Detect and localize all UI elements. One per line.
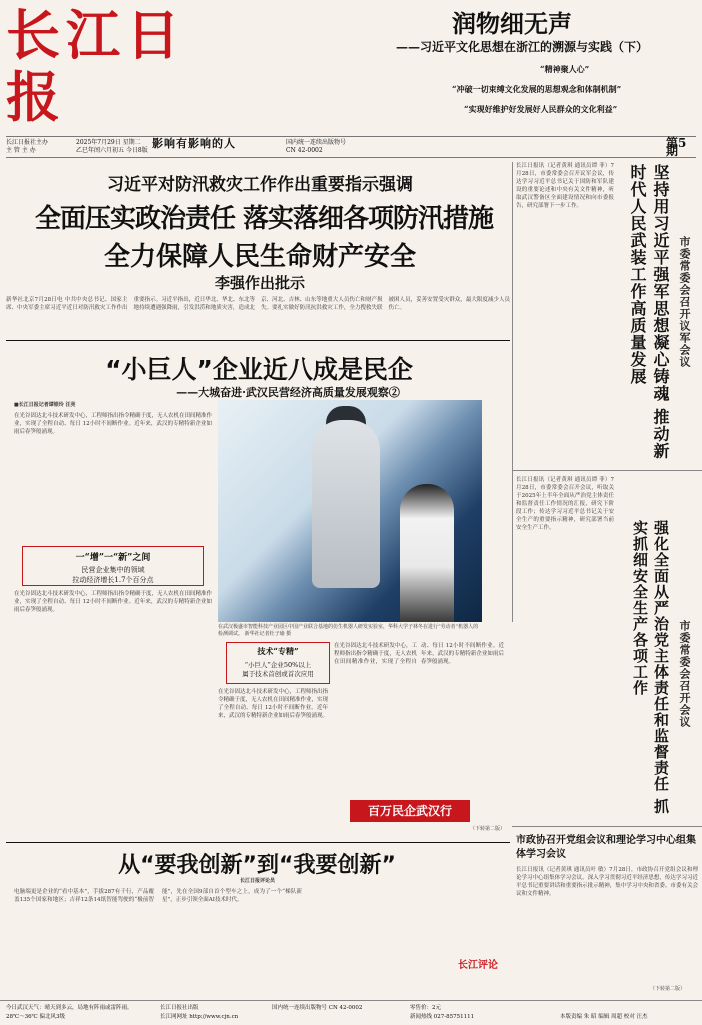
footer-weather: 今日武汉天气：晴天到多云，局地有阵雨或雷阵雨。 [6, 1005, 133, 1011]
topic-quote-1: “精神聚人心” [540, 64, 590, 74]
tech-box-line-2: 属于技术首创或首次应用 [242, 670, 314, 678]
column-divider [512, 162, 513, 622]
meta-lunar-date: 乙巳年闰六月初五 今日8版 [76, 147, 148, 154]
feature-body-col2: 在光谷固达北斗技术研发中心，工程师指出指令精确于度，无人农机在田间精准作业，实现了全程自动、每日 12小时不间断作业。近年来，武汉的专精特新企业如雨后春笋般涌现。 [218, 689, 328, 719]
divider [512, 470, 702, 471]
footer-website: 长江网网址 http://www.cjn.cn [160, 1014, 239, 1020]
promo-banner: 百万民企武汉行 [350, 800, 470, 822]
photo-caption: 在武汉极盛市智能科技产业园区中国产业联合基地的仿生机器人研发实验室，华科大学子林冬在进行“劳动者”机器人的检测调试。 新华社记者杜子瑜 摄 [218, 624, 479, 637]
feature-photo [218, 400, 482, 622]
lead-kicker: 习近平对防汛救灾工作作出重要指示强调 [107, 175, 413, 195]
meta-sponsor: 主 管 主 办 [6, 147, 36, 154]
lead-subhead: 李强作出批示 [214, 274, 305, 292]
meta-page-number: 第5期 [666, 136, 687, 158]
lead-headline-2: 全力保障人民生命财产安全 [103, 242, 416, 272]
tech-box-line-1: “小巨人”企业50%以上 [244, 661, 312, 669]
feature-continued-note: （下转第二版） [470, 826, 506, 832]
right-col2-body: 长江日报讯（记者黄琪 通讯员谭 菲）7月28日，市委常委会召开会议，听取关于2025年上半年全面从严治党主体责任和监督责任工作情况的汇报，研究下阶段工作；传达学习习近平总书记关于安全生产的重要指示精神，研究部署当前安全生产工作。 [516, 477, 614, 531]
footer-codes: 国内统一连续出版物号 CN 42-0002 [272, 1005, 363, 1011]
meta-issn-code: CN 42-0002 [286, 147, 323, 154]
footer-publisher: 长江日报社出版 [160, 1005, 199, 1011]
tech-box-title: 技术“专精” [257, 646, 299, 656]
meta-slogan: 影响有影响的人 [152, 137, 236, 150]
topic-subtitle: ——习近平文化思想在浙江的溯源与实践（下） [396, 40, 649, 54]
feature-box-line-1: 民营企业集中的领域 [81, 566, 145, 574]
masthead-logo: 长江日报 [6, 3, 186, 129]
footer-price: 零售价：2元 [410, 1005, 441, 1011]
section2-byline: 长江日报评论员 [240, 878, 276, 884]
bottom-right-note: （下转第二版） [650, 986, 686, 992]
footer-hotline: 新闻热线 027-85751111 [410, 1014, 475, 1020]
topic-title: 润物细无声 [452, 10, 572, 38]
right-col2-heading: 强化全面从严治党主体责任和监督责任 抓实抓细安全生产各项工作 [631, 520, 670, 815]
feature-body-col3: 在光谷固达北斗技术研发中心，工程师指出指令精确于度，无人农机在田间精准作业，实现了全程自动、每日 12小时不间断作业。近年来，武汉的专精特新企业如雨后春笋般涌现。 [334, 643, 504, 665]
section2-title: 从“要我创新”到“我要创新” [118, 853, 396, 878]
meta-publisher: 长江日报社主办 [6, 139, 49, 146]
feature-box [22, 546, 204, 586]
footer [0, 1000, 702, 1025]
right-col1-subhead: 市委常委会召开议军会议 [678, 236, 691, 368]
lead-headline: 全面压实政治责任 落实落细各项防汛措施 [34, 204, 494, 234]
engineer-figure [400, 484, 454, 622]
meta-issn-label: 国内统一连续出版物号 [286, 139, 347, 146]
feature-byline: ■长江日报记者谭银玲 汪亮 [14, 402, 76, 408]
feature-body: 在光谷固达北斗技术研发中心，工程师指出指令精确于度，无人农机在田间精准作业，实现了全程自动、每日 12小时不间断作业。近年来，武汉的专精特新企业如雨后春笋般涌现。 [14, 413, 212, 435]
feature-title: “小巨人”企业近八成是民企 [105, 355, 413, 384]
right-col1-body: 长江日报讯（记者黄琪 通讯员谭 菲）7月28日，市委常委会召开议军会议，传达学习习近平总书记关于国防和军队建设的重要论述和中央有关文件精神，听取武汉警备区全面建设情况和向市委报告，研究部署下一步工作。 [516, 163, 614, 209]
feature-box-line-2: 拉动经济增长1.7个百分点 [72, 576, 154, 584]
right-col2-subhead: 市委常委会召开会议 [678, 620, 691, 728]
footer-temperature: 28℃～36℃ 偏北风3级 [6, 1014, 66, 1020]
section2-body: 电脑端更是企业的“看中基本”，手拔287有千行，产品覆盖135个国家和地区；吉祥12条14纸智能驾驶的“极前智能”，先在全国9部自首个型车之上，成为了一个“梯队新星”，正步引领全面AI技术时代。 [14, 889, 302, 903]
footer-editor: 本版责编 朱 昭 编辑 周超 校对 汪杰 [560, 1014, 648, 1020]
divider [512, 826, 702, 827]
section2-stamp: 长江评论 [458, 960, 498, 971]
robot-figure [312, 420, 380, 588]
meta-date: 2025年7月29日 星期二 [76, 139, 141, 146]
feature-body-continued: 在光谷固达北斗技术研发中心，工程师指出指令精确于度，无人农机在田间精准作业，实现了全程自动、每日 12小时不间断作业。近年来，武汉的专精特新企业如雨后春笋般涌现。 [14, 591, 212, 613]
feature-box-title: 一“增”一“新”之间 [75, 553, 151, 563]
tech-box [226, 642, 330, 684]
bottom-right-title: 市政协召开党组会议和理论学习中心组集体学习会议 [516, 835, 696, 860]
topic-quote-2: “冲破一切束缚文化发展的思想观念和体制机制” [452, 84, 622, 94]
lead-body: 新华社北京7月28日电 中共中央总书记、国家主席、中央军委主席习近平近日对防汛救灾工作作出重要指示。习近平指出，近日华北、华北、东北等地持续遭遇强降雨，引发洪涝和地质灾害，造成北京、河北、吉林、山东等地重大人员伤亡和财产损失。要扎实做好防汛抗洪救灾工作，全力搜救失联被困人员，妥善安置受灾群众，最大限度减少人员伤亡。 [6, 297, 510, 311]
bottom-right-body: 长江日报讯（记者黄琪 通讯员叶 敏）7月28日，市政协召开党组会议和理论学习中心组集体学习会议，深入学习贯彻习近平经济思想，传达学习习近平总书记重要讲话和重要指示批示精神，集中学习中央和省委、市委有关会议和文件精神。 [516, 867, 698, 897]
divider [6, 842, 510, 843]
feature-subtitle: ——大城奋进·武汉民营经济高质量发展观察② [176, 386, 400, 399]
divider [6, 340, 510, 341]
topic-quote-3: “实现好维护好发展好人民群众的文化利益” [464, 104, 618, 114]
masthead-meta-bar [6, 136, 696, 158]
right-col1-heading: 坚持用习近平强军思想凝心铸魂 推动新时代人民武装工作高质量发展 [628, 164, 670, 460]
